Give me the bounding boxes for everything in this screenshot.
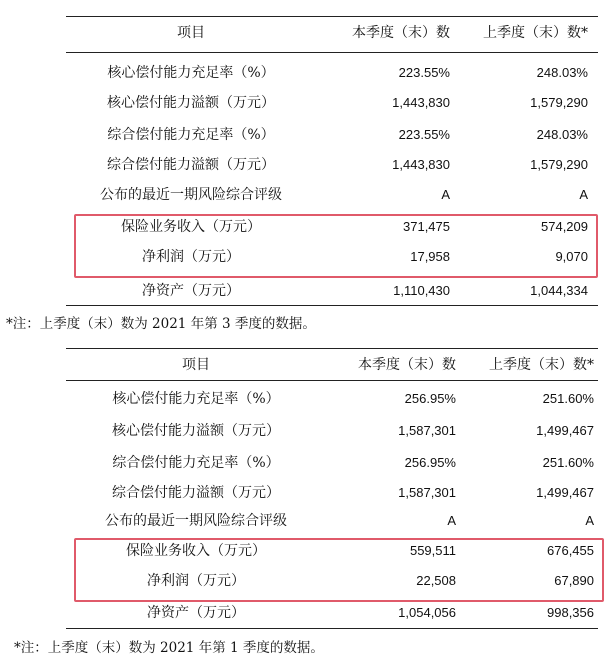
row-label: 公布的最近一期风险综合评级 bbox=[100, 187, 282, 203]
row-label: 综合偿付能力充足率（%） bbox=[107, 127, 275, 143]
table-row bbox=[0, 150, 614, 180]
table-row bbox=[0, 506, 614, 536]
row-current: 223.55% bbox=[398, 127, 450, 142]
row-current: 371,475 bbox=[403, 219, 450, 234]
row-current: 256.95% bbox=[404, 391, 456, 406]
table2-header-item: 项目 bbox=[182, 357, 210, 373]
table-row bbox=[0, 276, 614, 306]
row-label: 核心偿付能力充足率（%） bbox=[107, 65, 275, 81]
table-row bbox=[0, 242, 614, 272]
row-current: 17,958 bbox=[410, 249, 450, 264]
row-previous: 676,455 bbox=[547, 543, 594, 558]
row-current: 1,587,301 bbox=[398, 423, 456, 438]
table1-header-item: 项目 bbox=[177, 25, 205, 41]
row-label: 净资产（万元） bbox=[147, 605, 245, 621]
table-row bbox=[0, 212, 614, 242]
table2-header-row bbox=[0, 350, 614, 380]
table1-top-rule bbox=[66, 16, 598, 17]
row-current: 559,511 bbox=[409, 543, 456, 558]
table1-header-current: 本季度（末）数 bbox=[352, 25, 450, 41]
row-previous: 1,579,290 bbox=[530, 95, 588, 110]
table-row bbox=[0, 88, 614, 118]
row-label: 保险业务收入（万元） bbox=[121, 219, 261, 235]
table2-header-rule bbox=[66, 380, 598, 381]
row-label: 核心偿付能力溢额（万元） bbox=[112, 423, 280, 439]
table-row bbox=[0, 120, 614, 150]
row-label: 公布的最近一期风险综合评级 bbox=[105, 513, 287, 529]
row-label: 净资产（万元） bbox=[142, 283, 240, 299]
row-previous: 1,044,334 bbox=[530, 283, 588, 298]
table-row bbox=[0, 416, 614, 446]
row-previous: 251.60% bbox=[542, 455, 594, 470]
table-row bbox=[0, 180, 614, 210]
row-previous: 998,356 bbox=[547, 605, 594, 620]
row-label: 净利润（万元） bbox=[142, 249, 240, 265]
row-previous: 1,579,290 bbox=[530, 157, 588, 172]
table-row bbox=[0, 384, 614, 414]
row-label: 综合偿付能力溢额（万元） bbox=[107, 157, 275, 173]
row-label: 净利润（万元） bbox=[147, 573, 245, 589]
table2-top-rule bbox=[66, 348, 598, 349]
row-current: 1,054,056 bbox=[398, 605, 456, 620]
row-current: 1,110,430 bbox=[393, 283, 450, 298]
row-current: A bbox=[447, 513, 456, 528]
table2-header-current: 本季度（末）数 bbox=[358, 357, 456, 373]
row-current: 223.55% bbox=[398, 65, 450, 80]
row-label: 综合偿付能力充足率（%） bbox=[112, 455, 280, 471]
row-previous: 574,209 bbox=[541, 219, 588, 234]
table-row bbox=[0, 598, 614, 628]
row-label: 核心偿付能力充足率（%） bbox=[112, 391, 280, 407]
row-current: 1,443,830 bbox=[392, 95, 450, 110]
table2-header-previous: 上季度（末）数* bbox=[489, 357, 594, 373]
table-row bbox=[0, 448, 614, 478]
row-label: 综合偿付能力溢额（万元） bbox=[112, 485, 280, 501]
row-label: 保险业务收入（万元） bbox=[126, 543, 266, 559]
table1-header-previous: 上季度（末）数* bbox=[483, 25, 588, 41]
row-previous: 248.03% bbox=[536, 127, 588, 142]
table2-bottom-rule bbox=[66, 628, 598, 629]
row-previous: 248.03% bbox=[536, 65, 588, 80]
row-current: 1,443,830 bbox=[392, 157, 450, 172]
table1-header-row bbox=[0, 18, 614, 48]
row-current: 22,508 bbox=[416, 573, 456, 588]
row-previous: 251.60% bbox=[542, 391, 594, 406]
table2-note: *注：上季度（末）数为 2021 年第 1 季度的数据。 bbox=[14, 640, 324, 656]
row-previous: 1,499,467 bbox=[536, 485, 594, 500]
table1-bottom-rule bbox=[66, 305, 598, 306]
row-current: 256.95% bbox=[404, 455, 456, 470]
row-previous: 9,070 bbox=[555, 249, 588, 264]
row-previous: A bbox=[585, 513, 594, 528]
row-previous: 67,890 bbox=[554, 573, 594, 588]
table-row bbox=[0, 478, 614, 508]
table1-note: *注：上季度（末）数为 2021 年第 3 季度的数据。 bbox=[6, 316, 316, 332]
row-current: 1,587,301 bbox=[398, 485, 456, 500]
table1-header-rule bbox=[66, 52, 598, 53]
row-previous: A bbox=[579, 187, 588, 202]
table-row bbox=[0, 536, 614, 566]
table-row bbox=[0, 58, 614, 88]
row-label: 核心偿付能力溢额（万元） bbox=[107, 95, 275, 111]
row-previous: 1,499,467 bbox=[536, 423, 594, 438]
table-row bbox=[0, 566, 614, 596]
row-current: A bbox=[441, 187, 450, 202]
